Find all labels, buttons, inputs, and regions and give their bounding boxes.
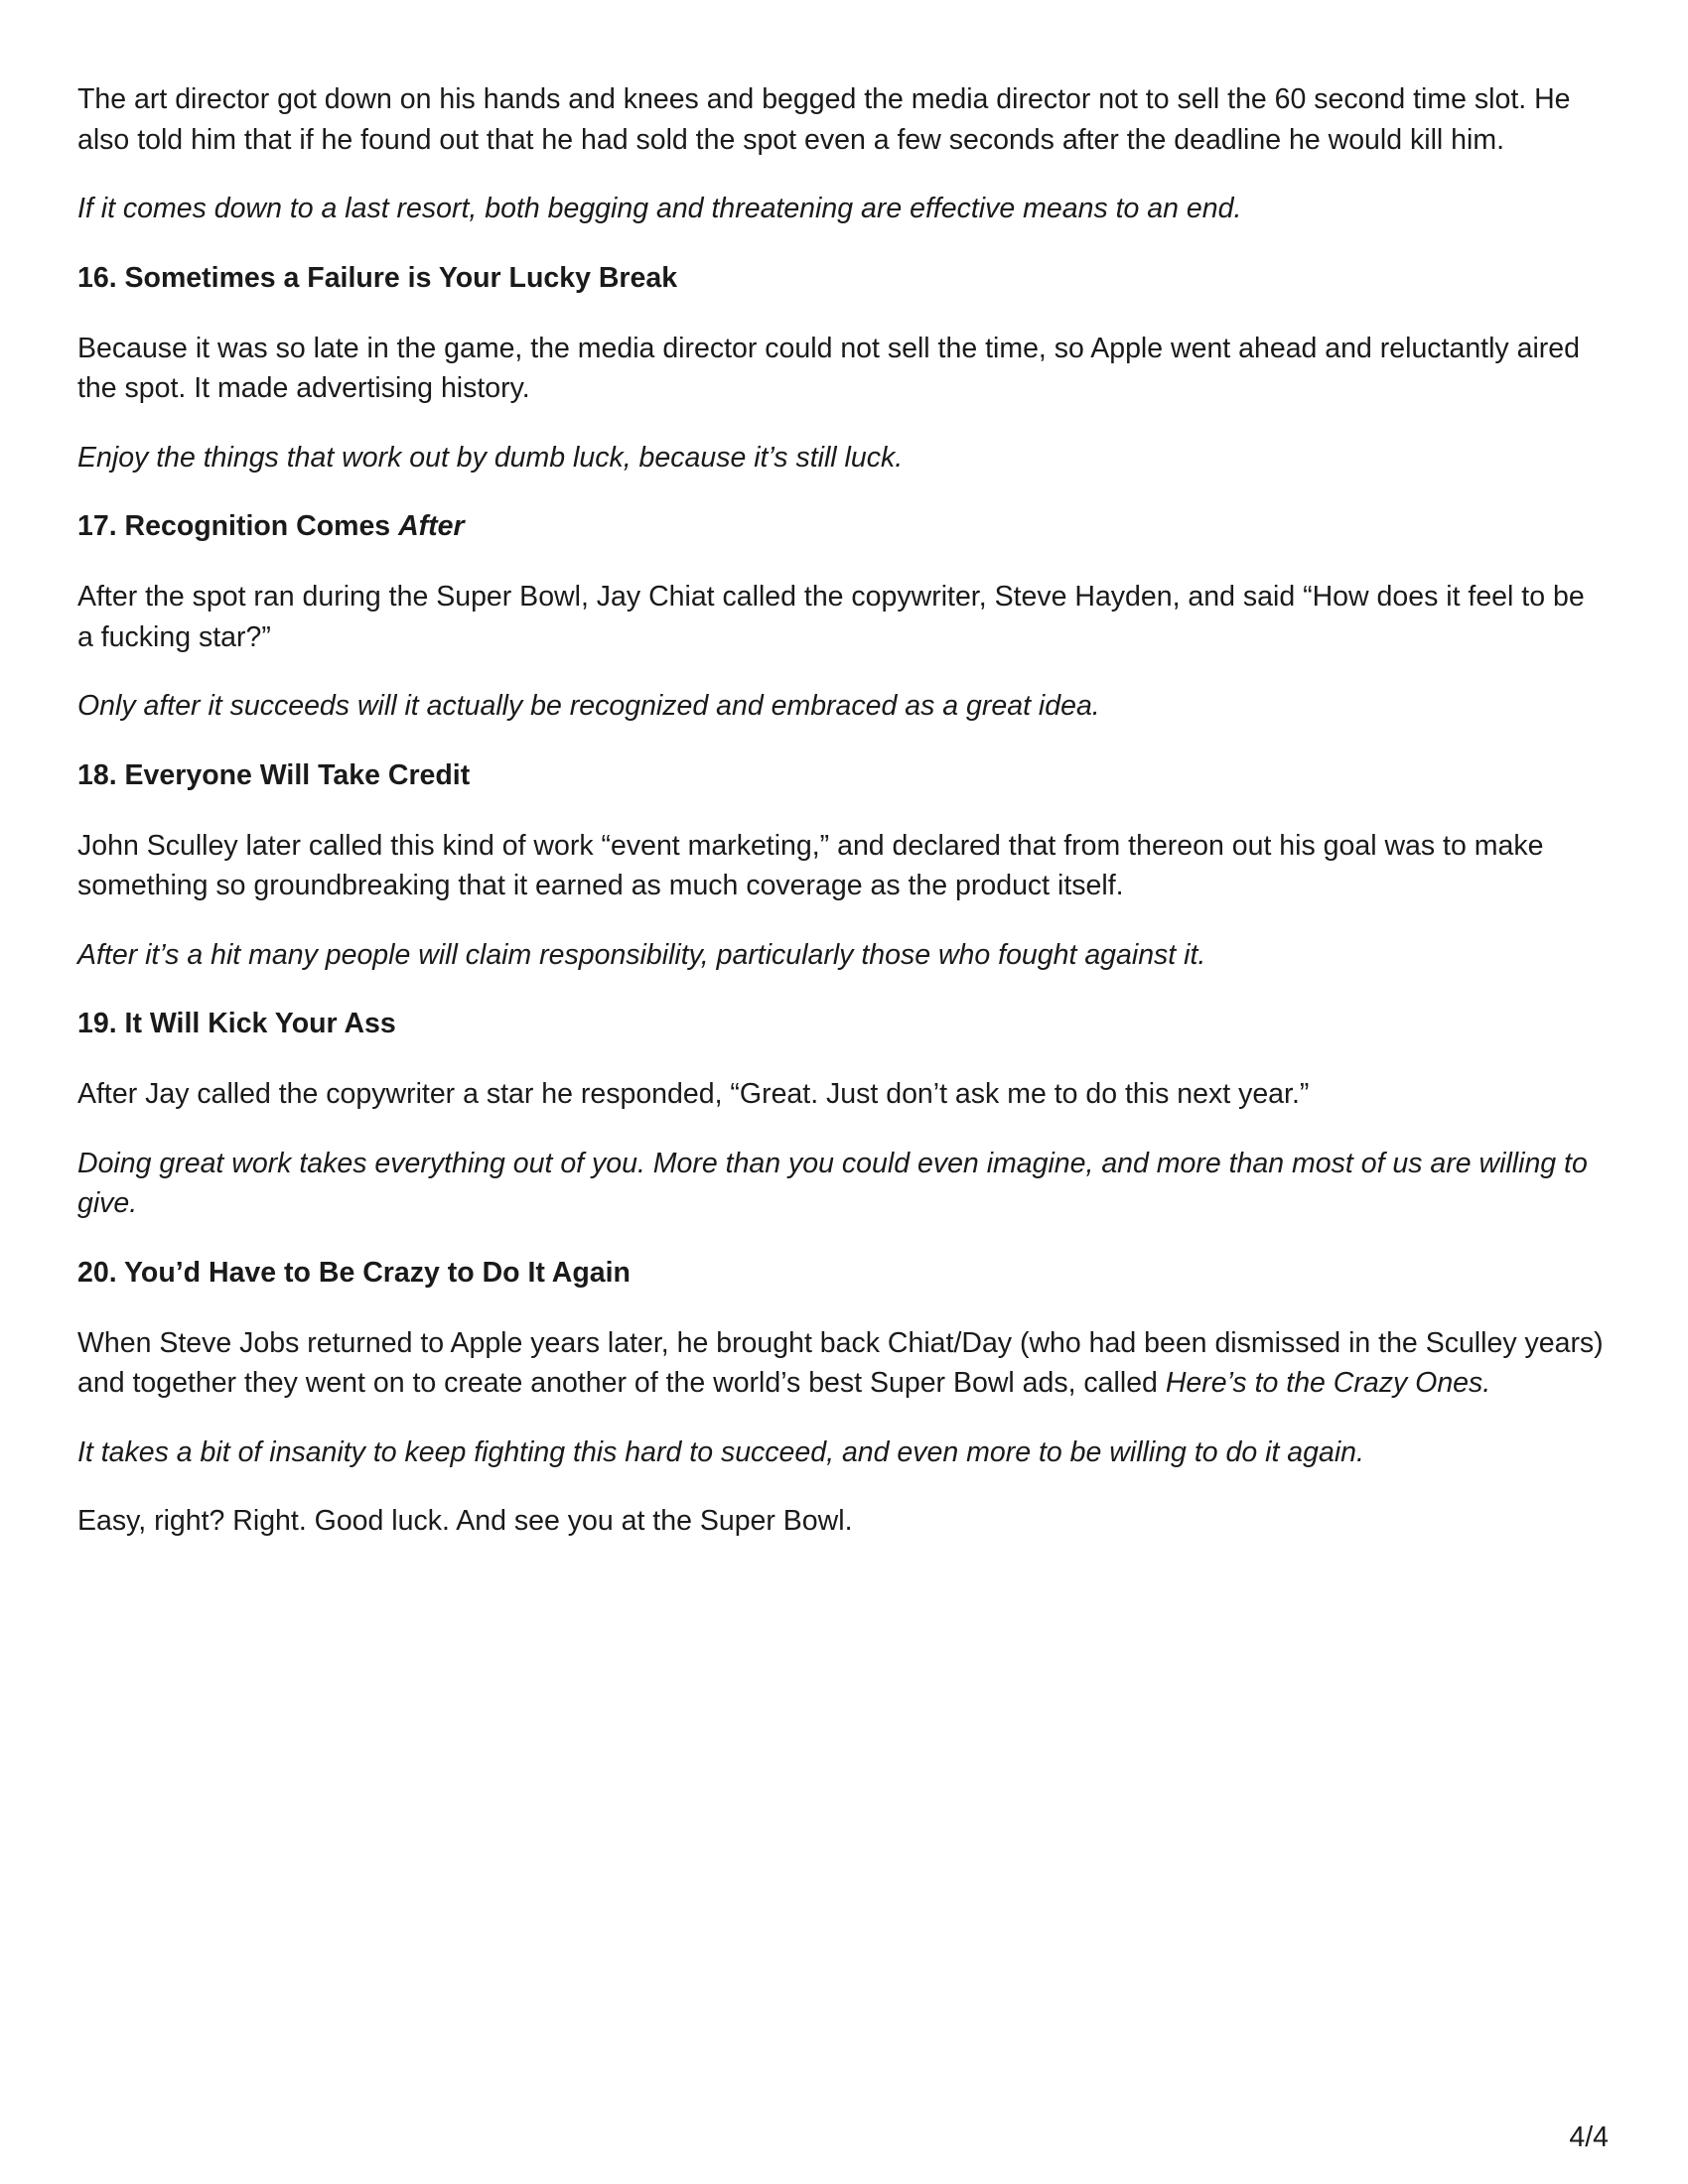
- section-20-body: [77, 1323, 1607, 1404]
- closing-line: Easy, right? Right. Good luck. And see you at the Super Bowl.: [77, 1505, 853, 1537]
- section-17-heading: [77, 506, 1607, 546]
- section-19-number: 19.: [77, 1008, 117, 1039]
- document-page: [77, 79, 1607, 1570]
- section-19-body: After Jay called the copywriter a star he responded, “Great. Just don’t ask me to do this next year.”: [77, 1078, 1310, 1110]
- intro-paragraph: The art director got down on his hands and knees and begged the media director not to sell the 60 second time slot. He also told him that if he found out that he had sold the spot even a few seconds after the deadline he would kill him.: [77, 83, 1571, 156]
- section-20-body-emphasis: Here’s to the Crazy Ones.: [1165, 1367, 1491, 1399]
- section-18-body: John Sculley later called this kind of work “event marketing,” and declared that from thereon out his goal was to make something so groundbreaking that it earned as much coverage as the product itself.: [77, 829, 1544, 901]
- section-20-title: You’d Have to Be Crazy to Do It Again: [124, 1256, 631, 1289]
- section-17-takeaway: Only after it succeeds will it actually be recognized and embraced as a great idea.: [77, 690, 1100, 722]
- section-20-number: 20.: [77, 1256, 117, 1289]
- section-19-title: It Will Kick Your Ass: [124, 1008, 396, 1039]
- section-18-title: Everyone Will Take Credit: [124, 758, 471, 791]
- section-20-heading: [77, 1253, 1607, 1293]
- section-16-body: Because it was so late in the game, the media director could not sell the time, so Apple went ahead and reluctantly aired the spot. It made advertising history.: [77, 332, 1580, 404]
- section-20-body-text: When Steve Jobs returned to Apple years later, he brought back Chiat/Day (who had been dismissed in the Sculley years) and together they went on to create another of the world’s best Super Bowl ads, called: [77, 1326, 1604, 1399]
- section-18-takeaway: After it’s a hit many people will claim responsibility, particularly those who fought against it.: [77, 938, 1206, 971]
- section-16-heading: [77, 258, 1607, 298]
- intro-takeaway: If it comes down to a last resort, both begging and threatening are effective means to an end.: [77, 193, 1242, 224]
- section-16-number: 16.: [77, 261, 117, 294]
- section-20-takeaway: It takes a bit of insanity to keep fighting this hard to succeed, and even more to be willing to do it again.: [77, 1435, 1364, 1468]
- section-18-number: 18.: [77, 758, 117, 791]
- section-17-body: After the spot ran during the Super Bowl, Jay Chiat called the copywriter, Steve Hayden, and said “How does it feel to be a fucking star?”: [77, 581, 1585, 653]
- section-16-title: Sometimes a Failure is Your Lucky Break: [124, 261, 678, 294]
- section-17-title-emphasis: After: [398, 510, 465, 542]
- section-19-heading: [77, 1004, 1607, 1043]
- page-number: 4/4: [1569, 2121, 1609, 2153]
- section-18-heading: [77, 755, 1607, 795]
- section-17-title: Recognition Comes: [124, 510, 391, 542]
- section-19-takeaway: Doing great work takes everything out of you. More than you could even imagine, and more than most of us are willing to give.: [77, 1147, 1588, 1219]
- section-17-number: 17.: [77, 510, 117, 542]
- section-16-takeaway: Enjoy the things that work out by dumb luck, because it’s still luck.: [77, 441, 904, 474]
